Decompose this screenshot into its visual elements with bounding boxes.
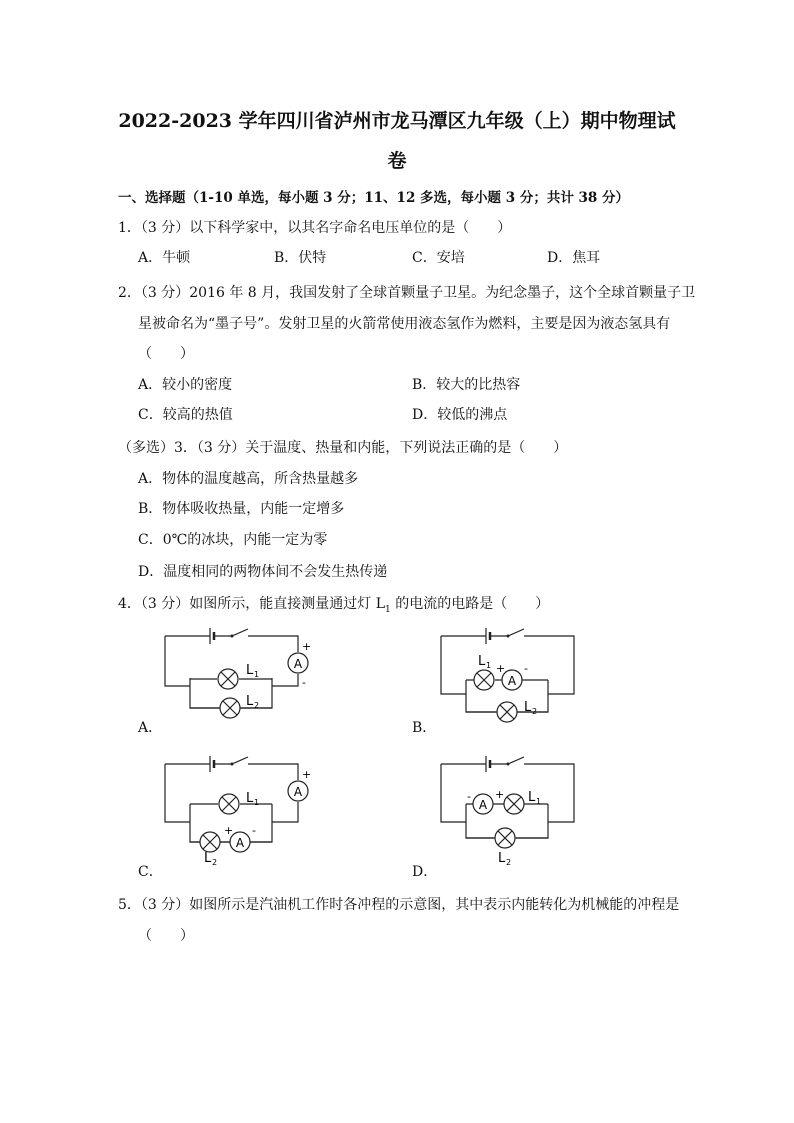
q1-option-d: D．焦耳 [547, 250, 601, 266]
circuit-b-diagram [436, 624, 596, 724]
question-2-stem-line1: 2．（3 分）2016 年 8 月，我国发射了全球首颗量子卫星。为纪念墨子，这个全球首颗量子卫 [118, 285, 696, 301]
svg-text:A: A [507, 674, 517, 688]
svg-text:2: 2 [506, 858, 512, 867]
svg-text:1: 1 [536, 797, 542, 806]
question-1-stem: 1．（3 分）以下科学家中，以其名字命名电压单位的是（ ） [118, 220, 512, 236]
figure-c-label: C． [138, 864, 163, 880]
svg-text:+: + [495, 788, 505, 801]
question-4-stem: 4．（3 分）如图所示，能直接测量通过灯 $L_1$ 的电流的电路是（ ） [118, 596, 550, 615]
circuit-a-diagram [160, 624, 320, 724]
svg-text:+: + [302, 640, 312, 653]
question-2-stem-line3: （ ） [138, 346, 194, 362]
section-heading: 一、选择题（1-10 单选，每小题 3 分；11、12 多选，每小题 3 分；共计 38 分） [118, 190, 630, 206]
figure-b-label: B． [412, 720, 437, 736]
svg-text:2: 2 [532, 707, 538, 716]
question-2-stem-line2: 星被命名为“墨子号”。发射卫星的火箭常使用液态氢作为燃料，主要是因为液态氢具有 [138, 316, 671, 332]
svg-text:L: L [528, 790, 536, 805]
svg-text:L: L [246, 791, 254, 806]
figure-a-label: A． [138, 720, 163, 736]
q3-option-b: B．物体吸收热量，内能一定增多 [138, 501, 345, 517]
svg-text:A: A [293, 785, 303, 799]
svg-text:1: 1 [486, 661, 492, 670]
svg-text:+: + [496, 662, 506, 675]
q3-option-d: D．温度相同的两物体间不会发生热传递 [138, 564, 388, 580]
svg-text:A: A [235, 836, 245, 850]
svg-text:L: L [246, 694, 254, 709]
svg-text:2: 2 [254, 701, 260, 710]
q2-option-d: D．较低的沸点 [412, 407, 508, 423]
svg-text:L: L [498, 851, 506, 866]
svg-text:-: - [252, 824, 256, 837]
q1-option-b: B．伏特 [274, 250, 327, 266]
q2-option-a: A．较小的密度 [138, 377, 233, 393]
question-3-stem: （多选）3．（3 分）关于温度、热量和内能，下列说法正确的是（ ） [118, 440, 568, 456]
svg-text:1: 1 [254, 670, 260, 679]
q2-option-c: C．较高的热值 [138, 407, 233, 423]
svg-text:-: - [467, 790, 471, 803]
svg-text:A: A [293, 657, 303, 671]
svg-text:L: L [524, 700, 532, 715]
q1-option-c: C．安培 [412, 250, 465, 266]
circuit-c-diagram [160, 752, 320, 867]
question-5-stem-line2: （ ） [138, 928, 194, 944]
q1-option-a: A．牛顿 [138, 250, 191, 266]
svg-text:L: L [204, 851, 212, 866]
page-title-line2: 卷 [387, 150, 407, 172]
svg-text:A: A [478, 798, 488, 812]
question-5-stem-line1: 5．（3 分）如图所示是汽油机工作时各冲程的示意图，其中表示内能转化为机械能的冲程是 [118, 897, 680, 913]
q3-option-c: C．0℃的冰块，内能一定为零 [138, 532, 328, 548]
q3-option-a: A．物体的温度越高，所含热量越多 [138, 471, 359, 487]
figure-d-label: D． [412, 864, 438, 880]
svg-text:+: + [302, 768, 312, 781]
svg-text:+: + [224, 824, 234, 837]
svg-text:L: L [246, 663, 254, 678]
svg-text:1: 1 [254, 798, 260, 807]
circuit-d-diagram [436, 752, 596, 867]
svg-text:-: - [524, 662, 528, 675]
svg-text:2: 2 [212, 858, 218, 867]
svg-text:-: - [302, 676, 306, 689]
q2-option-b: B．较大的比热容 [412, 377, 521, 393]
svg-text:L: L [478, 654, 486, 669]
page-title-line1: 2022-2023 学年四川省泸州市龙马潭区九年级（上）期中物理试 [118, 110, 676, 132]
